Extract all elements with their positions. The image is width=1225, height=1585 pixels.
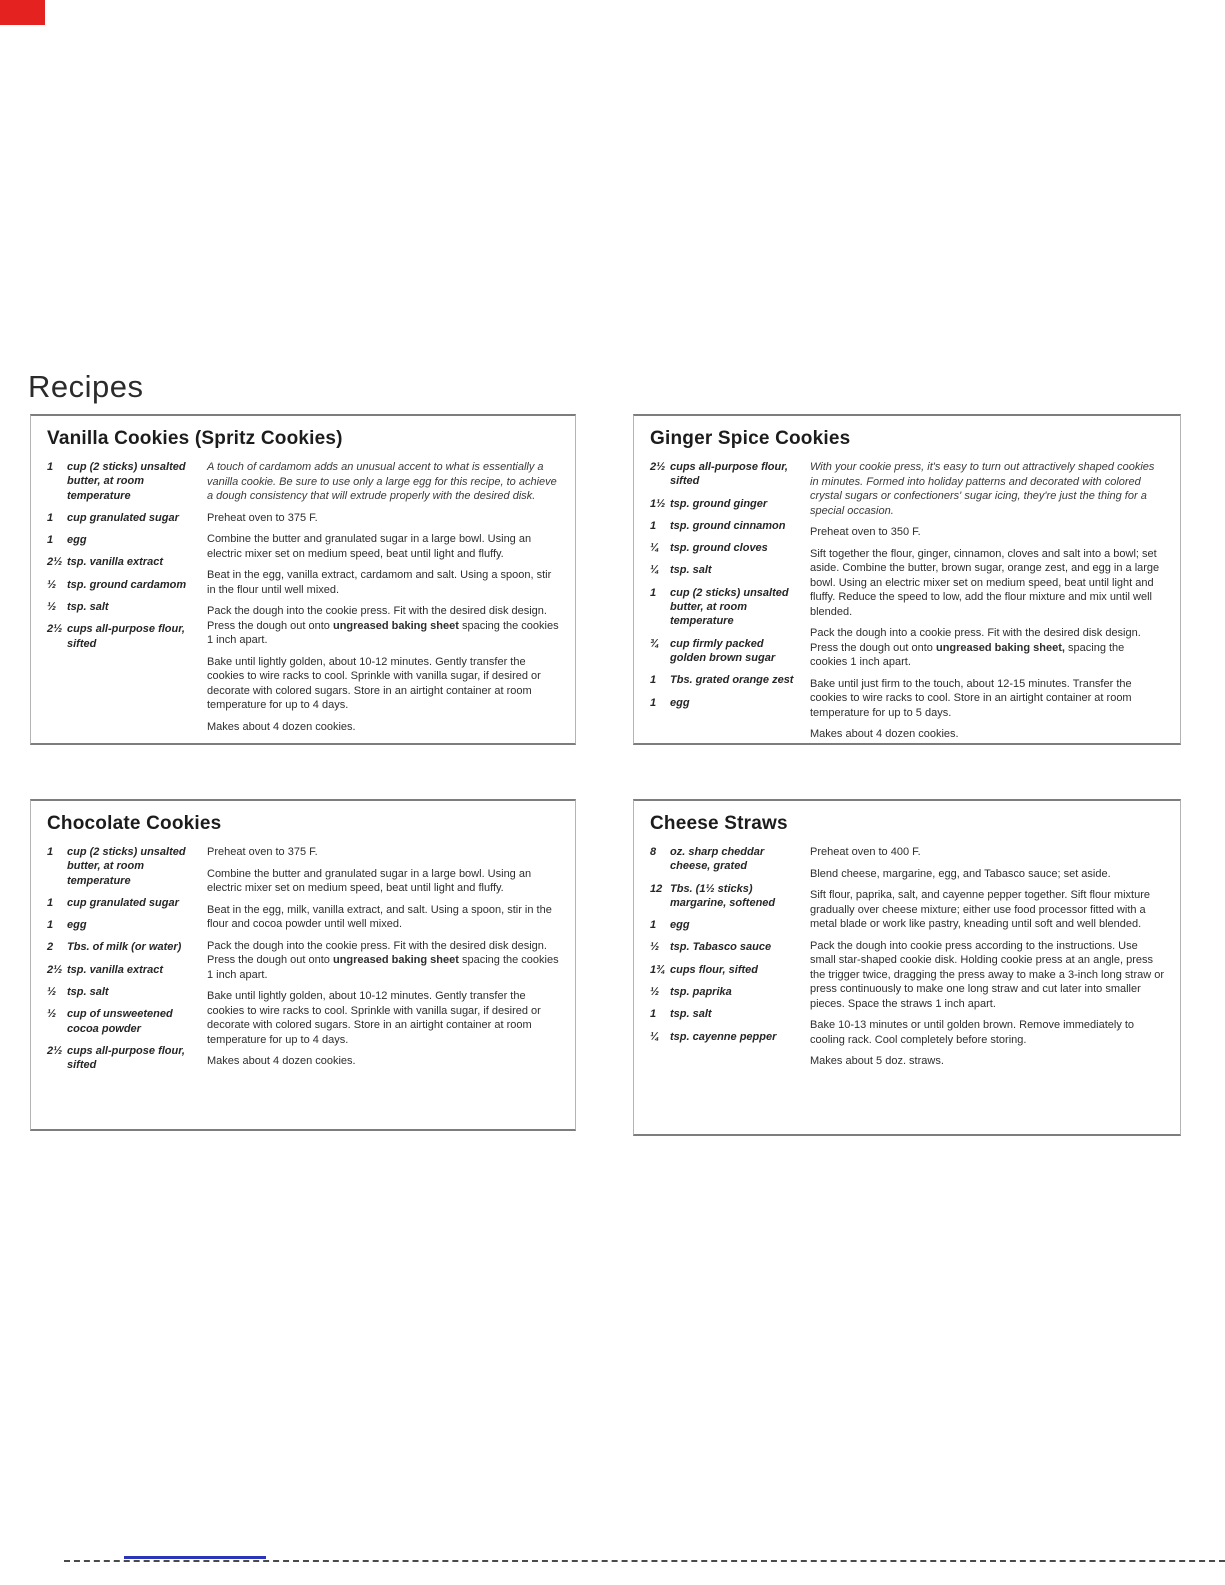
ingredient-row — [650, 586, 798, 629]
ingredient-quantity: 1 — [47, 534, 54, 547]
recipe-title: Chocolate Cookies — [47, 813, 222, 834]
ingredient-row — [47, 963, 195, 977]
ingredient-quantity: 2½ — [47, 1044, 63, 1057]
corner-red-mark — [0, 0, 45, 25]
recipe-step: Bake 10-13 minutes or until golden brown. Remove immediately to cooling rack. Cool completely before storing. — [810, 1019, 1135, 1046]
recipe-step: Makes about 4 dozen cookies. — [207, 1055, 356, 1068]
ingredient-text: tsp. ground cardamom — [67, 578, 187, 591]
ingredient-row — [47, 600, 195, 614]
ingredient-text: Tbs. of milk (or water) — [67, 941, 182, 954]
ingredient-quantity: 1 — [650, 586, 657, 599]
recipe-step: Sift together the flour, ginger, cinnamon, cloves and salt into a bowl; set aside. Combine the butter, brown sugar, orange zest, and egg in a large bowl. Using an electric mixer set on medium speed, beat until light and fluffy. Reduce the speed to low, add the flour mixture and mix until well blended. — [810, 547, 1160, 618]
ingredient-text: cup granulated sugar — [67, 511, 179, 524]
recipe-title: Cheese Straws — [650, 813, 788, 834]
recipe-body — [47, 460, 559, 741]
ingredient-list — [47, 460, 195, 741]
ingredient-text: cup of unsweetened cocoa powder — [67, 1008, 173, 1035]
ingredient-row — [47, 533, 195, 547]
ingredient-text: tsp. vanilla extract — [67, 556, 163, 569]
recipe-step: Makes about 4 dozen cookies. — [810, 728, 959, 741]
footer-blue-rule — [124, 1556, 266, 1559]
ingredient-quantity: 1 — [47, 511, 54, 524]
ingredient-text: cups all-purpose flour, sifted — [670, 461, 788, 488]
ingredient-quantity: ½ — [47, 1008, 57, 1021]
ingredient-quantity: 1 — [47, 919, 54, 932]
ingredient-list — [650, 845, 798, 1076]
recipe-step: Beat in the egg, milk, vanilla extract, and salt. Using a spoon, stir in the flour and cocoa powder until well mixed. — [207, 903, 552, 931]
ingredient-row — [650, 985, 798, 999]
ingredient-quantity: 8 — [650, 846, 657, 858]
ingredient-quantity: 1½ — [650, 497, 666, 510]
ingredient-quantity: ½ — [47, 986, 57, 999]
ingredient-quantity: 2½ — [47, 556, 63, 569]
ingredient-text: tsp. cayenne pepper — [670, 1030, 777, 1043]
recipe-step — [207, 604, 559, 648]
recipe-title: Vanilla Cookies (Spritz Cookies) — [47, 428, 343, 449]
ingredient-quantity: ¼ — [650, 1030, 660, 1043]
ingredient-row — [47, 555, 195, 569]
recipe-intro: With your cookie press, it's easy to turn out attractively shaped cookies in minutes. Formed into holiday patterns and decorated with colored crystal sugars or confectioners' sugar icing, they're just the thing for a special occasion. — [810, 461, 1155, 517]
ingredient-row — [650, 696, 798, 710]
ingredient-quantity: ½ — [47, 578, 57, 591]
ingredient-quantity: 1 — [650, 674, 657, 687]
step-text: Pack the dough into the cookie press. Fit with the desired disk design. Press the dough out onto — [207, 939, 547, 967]
ingredient-quantity: 1 — [650, 1008, 657, 1021]
ingredient-quantity: ¼ — [650, 564, 660, 577]
ingredient-row — [650, 918, 798, 932]
ingredient-row — [650, 563, 798, 577]
ingredient-text: tsp. ground cloves — [670, 542, 768, 555]
ingredient-text: tsp. ground cinnamon — [670, 519, 786, 532]
ingredient-text: cup (2 sticks) unsalted butter, at room temperature — [67, 846, 186, 887]
ingredient-row — [47, 845, 195, 888]
ingredient-text: cup granulated sugar — [67, 896, 179, 909]
ingredient-row — [47, 511, 195, 525]
ingredient-quantity: 2½ — [650, 461, 666, 473]
ingredient-row — [650, 519, 798, 533]
ingredient-text: oz. sharp cheddar cheese, grated — [670, 846, 765, 873]
ingredient-text: tsp. salt — [67, 601, 109, 614]
recipe-step — [207, 939, 559, 983]
ingredient-quantity: ¼ — [650, 542, 660, 555]
recipe-body — [650, 460, 1164, 745]
recipe-body — [47, 845, 559, 1081]
ingredient-text: tsp. vanilla extract — [67, 963, 163, 976]
ingredient-quantity: 1 — [650, 919, 657, 932]
ingredient-quantity: 1 — [47, 461, 54, 473]
ingredient-list — [47, 845, 195, 1081]
ingredient-row — [47, 940, 195, 954]
ingredient-text: cup (2 sticks) unsalted butter, at room temperature — [67, 461, 186, 502]
ingredient-row — [47, 460, 195, 503]
recipe-step: Sift flour, paprika, salt, and cayenne pepper together. Sift flour mixture gradually over cheese mixture; either use food processor fitted with a metal blade or work like pastry, kneading until soft and well blended. — [810, 889, 1150, 931]
ingredient-row — [650, 940, 798, 954]
ingredient-text: Tbs. grated orange zest — [670, 674, 794, 687]
ingredient-text: egg — [670, 696, 690, 709]
ingredient-quantity: 1¾ — [650, 963, 666, 976]
ingredient-quantity: 1 — [650, 519, 657, 532]
instruction-list — [810, 460, 1164, 745]
instruction-list — [810, 845, 1164, 1076]
ingredient-quantity: 2 — [47, 941, 54, 954]
recipe-step: Preheat oven to 350 F. — [810, 526, 921, 539]
ingredient-quantity: ¾ — [650, 637, 660, 650]
ingredient-text: Tbs. (1½ sticks) margarine, softened — [670, 882, 776, 909]
recipe-step: Pack the dough into cookie press according to the instructions. Use small star-shaped cookie disk. Holding cookie press at an angle, press the trigger twice, dragging the press away to make a 3-inch long straw or press continuously to make one long straw and cut later into smaller pieces. Space the straws 1 inch apart. — [810, 939, 1165, 1010]
ingredient-row — [47, 622, 195, 651]
ingredient-row — [650, 673, 798, 687]
ingredient-quantity: 1 — [47, 896, 54, 909]
ingredient-quantity: 1 — [47, 846, 54, 858]
recipe-step — [810, 626, 1164, 670]
ingredient-list — [650, 460, 798, 745]
ingredient-text: tsp. Tabasco sauce — [670, 941, 772, 954]
step-bold-text: ungreased baking sheet — [332, 954, 459, 967]
ingredient-text: cup firmly packed golden brown sugar — [670, 637, 776, 664]
recipe-step: Preheat oven to 375 F. — [207, 846, 318, 858]
ingredient-text: cups all-purpose flour, sifted — [67, 623, 185, 650]
ingredient-text: egg — [67, 534, 87, 547]
recipe-step: Bake until just firm to the touch, about 12-15 minutes. Transfer the cookies to wire racks to cool. Store in an airtight container at room temperature for up to 5 days. — [810, 677, 1132, 719]
ingredient-row — [47, 985, 195, 999]
instruction-list — [207, 460, 559, 741]
ingredient-text: cups flour, sifted — [670, 963, 759, 976]
step-text: spacing the cookies 1 inch apart. — [810, 641, 1125, 669]
ingredient-text: tsp. salt — [670, 564, 712, 577]
recipe-card-chocolate-cookies — [30, 799, 576, 1131]
page-title: Recipes — [28, 368, 144, 404]
ingredient-text: egg — [67, 919, 87, 932]
recipe-title: Ginger Spice Cookies — [650, 428, 851, 449]
ingredient-text: tsp. salt — [670, 1008, 712, 1021]
recipe-card-vanilla-cookies — [30, 414, 576, 745]
step-text: Pack the dough into a cookie press. Fit with the desired disk design. Press the dough out onto — [810, 627, 1141, 654]
footer-dashed-rule — [64, 1560, 1225, 1562]
ingredient-quantity: 2½ — [47, 623, 63, 636]
recipe-step: Preheat oven to 375 F. — [207, 511, 318, 524]
ingredient-quantity: ½ — [650, 941, 660, 954]
recipe-step: Combine the butter and granulated sugar in a large bowl. Using an electric mixer set on medium speed, beat until light and fluffy. — [207, 533, 532, 560]
ingredient-row — [47, 896, 195, 910]
recipe-step: Makes about 4 dozen cookies. — [207, 720, 356, 733]
recipe-intro: A touch of cardamom adds an unusual accent to what is essentially a vanilla cookie. Be sure to use only a large egg for this recipe, to achieve a dough consistency that will extrude properly with the desired disk. — [207, 461, 557, 503]
ingredient-text: cup (2 sticks) unsalted butter, at room temperature — [670, 586, 789, 628]
ingredient-row — [650, 637, 798, 666]
ingredient-quantity: 1 — [650, 696, 657, 709]
ingredient-row — [650, 1030, 798, 1044]
ingredient-row — [650, 1007, 798, 1021]
ingredient-quantity: 2½ — [47, 963, 63, 976]
ingredient-row — [47, 578, 195, 592]
recipe-step: Bake until lightly golden, about 10-12 minutes. Gently transfer the cookies to wire racks to cool. Sprinkle with vanilla sugar, if desired or decorate with colored sugars. Store in an airtight container at room temperature for up to 4 days. — [207, 990, 541, 1046]
recipe-body — [650, 845, 1164, 1076]
ingredient-row — [650, 882, 798, 911]
ingredient-row — [47, 1044, 195, 1073]
ingredient-row — [650, 497, 798, 511]
instruction-list — [207, 845, 559, 1081]
ingredient-text: egg — [670, 919, 690, 932]
step-text: spacing the cookies 1 inch apart. — [207, 954, 559, 981]
step-text: spacing the cookies 1 inch apart. — [207, 619, 559, 647]
ingredient-text: tsp. ground ginger — [670, 497, 768, 510]
ingredient-row — [650, 845, 798, 874]
recipe-step: Preheat oven to 400 F. — [810, 846, 921, 858]
ingredient-quantity: ½ — [47, 601, 57, 614]
recipe-card-cheese-straws — [633, 799, 1181, 1136]
ingredient-row — [650, 963, 798, 977]
ingredient-row — [650, 460, 798, 489]
recipe-step: Combine the butter and granulated sugar in a large bowl. Using an electric mixer set on medium speed, beat until light and fluffy. — [207, 867, 532, 895]
recipe-step: Blend cheese, margarine, egg, and Tabasco sauce; set aside. — [810, 867, 1111, 880]
recipe-step: Beat in the egg, vanilla extract, cardamom and salt. Using a spoon, stir in the flour until well mixed. — [207, 569, 552, 596]
recipe-step: Bake until lightly golden, about 10-12 minutes. Gently transfer the cookies to wire racks to cool. Sprinkle with vanilla sugar, if desired or decorate with colored sugars. Store in an airtight container at room temperature for up to 4 days. — [207, 655, 541, 712]
recipe-card-ginger-spice-cookies — [633, 414, 1181, 745]
ingredient-quantity: 12 — [650, 882, 663, 895]
ingredient-text: tsp. paprika — [670, 986, 732, 999]
ingredient-row — [650, 541, 798, 555]
step-bold-text: ungreased baking sheet, — [935, 641, 1065, 654]
ingredient-text: tsp. salt — [67, 986, 109, 999]
ingredient-text: cups all-purpose flour, sifted — [67, 1044, 185, 1072]
recipe-step: Makes about 5 doz. straws. — [810, 1055, 944, 1068]
ingredient-row — [47, 1007, 195, 1036]
ingredient-quantity: ½ — [650, 986, 660, 999]
ingredient-row — [47, 918, 195, 932]
step-bold-text: ungreased baking sheet — [332, 619, 459, 632]
step-text: Pack the dough into the cookie press. Fit with the desired disk design. Press the dough out onto — [207, 605, 547, 632]
